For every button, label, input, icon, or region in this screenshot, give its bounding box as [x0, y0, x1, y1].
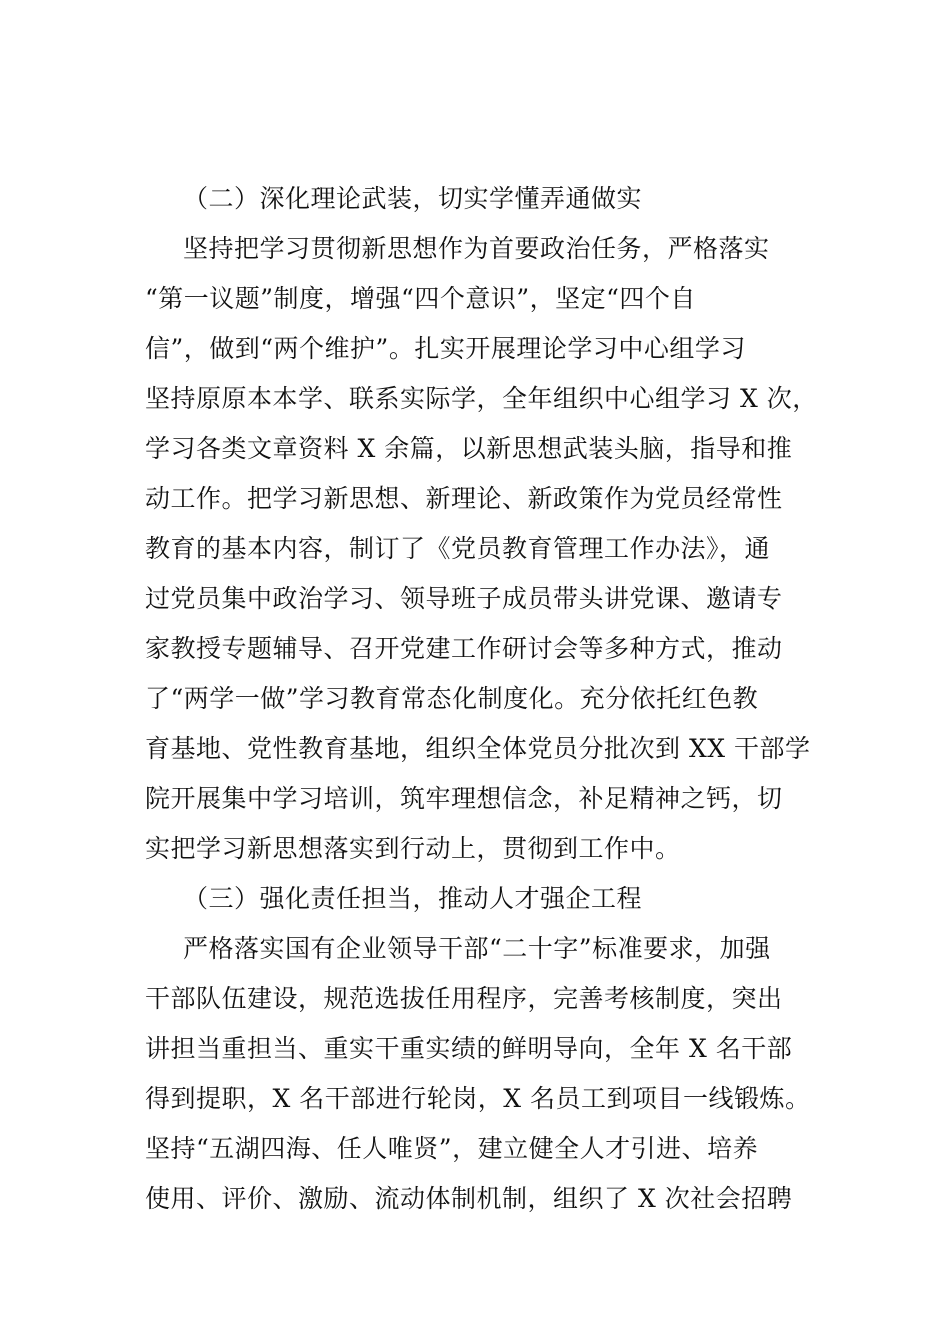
section-heading-2: （二）深化理论武装，切实学懂弄通做实: [183, 184, 643, 213]
section-heading-3: （三）强化责任担当，推动人才强企工程: [183, 884, 643, 913]
paragraph-line: 讲担当重担当、重实干重实绩的鲜明导向，全年 X 名干部: [145, 1034, 793, 1063]
paragraph-line: 教育的基本内容，制订了《党员教育管理工作办法》，通: [145, 534, 771, 563]
paragraph-line: 坚持把学习贯彻新思想作为首要政治任务，严格落实: [183, 234, 770, 263]
paragraph-line: 动工作。把学习新思想、新理论、新政策作为党员经常性: [145, 484, 783, 513]
paragraph-line: 育基地、党性教育基地，组织全体党员分批次到 XX 干部学: [145, 734, 811, 763]
paragraph-line: 坚持“五湖四海、任人唯贤”，建立健全人才引进、培养: [145, 1134, 759, 1163]
paragraph-line: 院开展集中学习培训，筑牢理想信念，补足精神之钙，切: [145, 784, 783, 813]
paragraph-line: 使用、评价、激励、流动体制机制，组织了 X 次社会招聘: [145, 1184, 793, 1213]
paragraph-line: 家教授专题辅导、召开党建工作研讨会等多种方式，推动: [145, 634, 783, 663]
paragraph-line: “第一议题”制度，增强“四个意识”，坚定“四个自: [145, 284, 696, 313]
paragraph-line: 实把学习新思想落实到行动上，贯彻到工作中。: [145, 834, 681, 863]
paragraph-line: 坚持原原本本学、联系实际学，全年组织中心组学习 X 次，: [145, 384, 818, 413]
paragraph-line: 过党员集中政治学习、领导班子成员带头讲党课、邀请专: [145, 584, 783, 613]
paragraph-line: 严格落实国有企业领导干部“二十字”标准要求，加强: [183, 934, 771, 963]
paragraph-line: 了“两学一做”学习教育常态化制度化。充分依托红色教: [145, 684, 759, 713]
paragraph-line: 干部队伍建设，规范选拔任用程序，完善考核制度，突出: [145, 984, 783, 1013]
paragraph-line: 得到提职，X 名干部进行轮岗，X 名员工到项目一线锻炼。: [145, 1084, 811, 1113]
paragraph-line: 学习各类文章资料 X 余篇，以新思想武装头脑，指导和推: [145, 434, 793, 463]
paragraph-line: 信”，做到“两个维护”。扎实开展理论学习中心组学习: [145, 334, 746, 363]
